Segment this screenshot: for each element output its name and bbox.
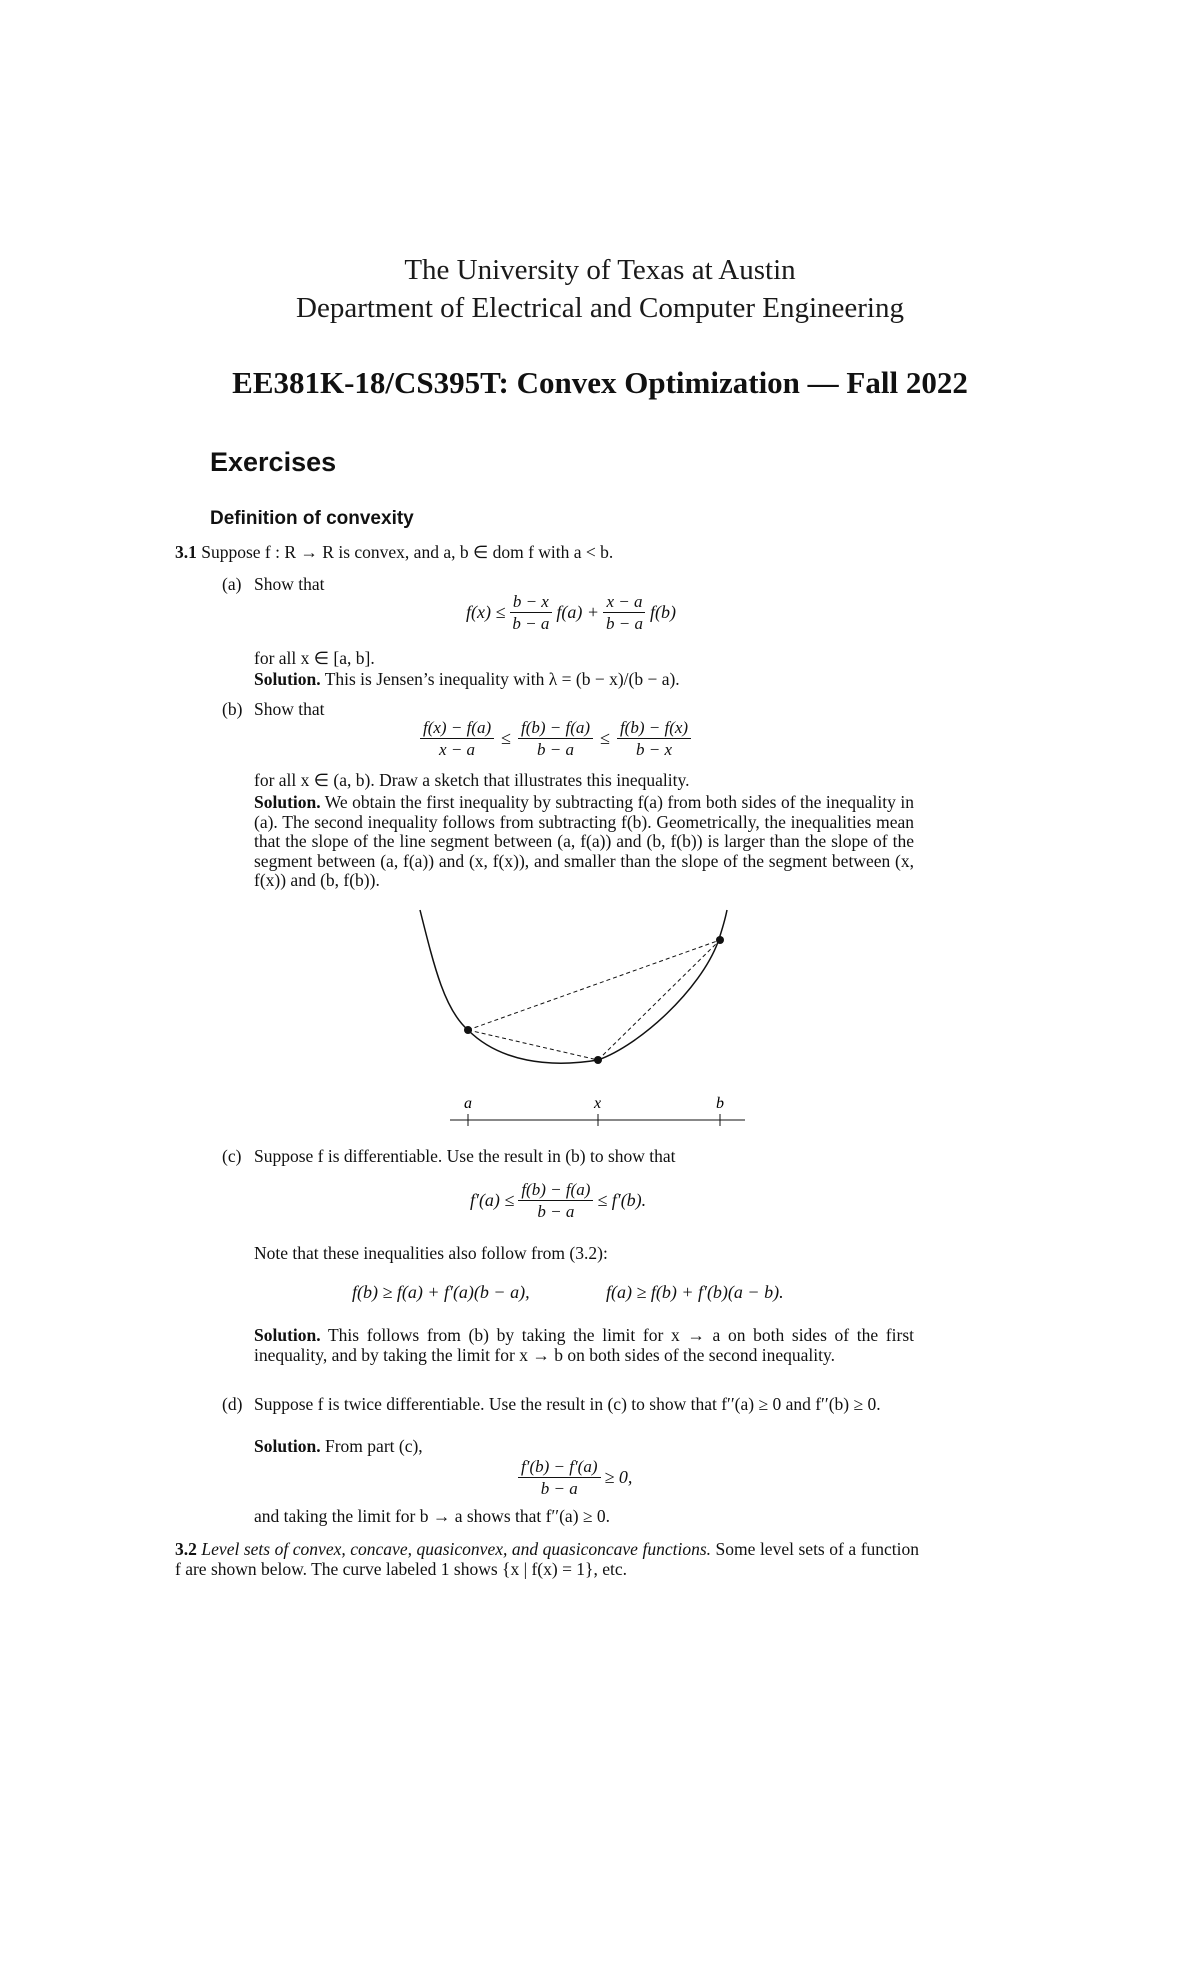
exercise-text: Some level sets of a function f are shown below. The curve labeled 1 shows {x | f(x) = 1}, etc.: [175, 1539, 920, 1579]
part-b-show: Show that: [254, 699, 325, 719]
part-b-solution: [254, 793, 914, 891]
eq-a-frac1: [509, 592, 552, 633]
eq-d-frac-den: b − a: [540, 1479, 578, 1498]
exercise-number: 3.2: [175, 1539, 197, 1559]
solution-label: Solution.: [254, 669, 321, 689]
eq-c-frac-den: b − a: [537, 1202, 575, 1221]
eq-c-frac: [518, 1180, 593, 1221]
part-d-text: Suppose f is twice differentiable. Use the result in (c) to show that f′′(a) ≥ 0 and f′′(b) ≥ 0.: [254, 1394, 881, 1414]
eq-a-rhs: f(b): [649, 602, 676, 622]
part-a-for-all: for all x ∈ [a, b].: [254, 648, 375, 668]
eq-b-le-1: ≤: [501, 728, 511, 748]
eq-b-frac2-den: b − a: [537, 740, 575, 759]
equation-a: [466, 592, 676, 633]
equation-c: [470, 1180, 646, 1221]
eq-a-frac1-den: b − a: [512, 614, 550, 633]
eq-c-frac-num: f(b) − f(a): [518, 1180, 593, 1201]
chord-a-b: [468, 940, 720, 1030]
equation-b: [416, 718, 695, 759]
solution-text: This follows from (b) by taking the limit for x → a on both sides of the first inequality, and by taking the limit for x → b on both sides of the second inequality.: [254, 1325, 914, 1365]
eq-b-le-2: ≤: [600, 728, 610, 748]
part-c-note: Note that these inequalities also follow from (3.2):: [254, 1243, 608, 1263]
part-b-for-all: for all x ∈ (a, b). Draw a sketch that illustrates this inequality.: [254, 770, 690, 790]
subsection-title: Definition of convexity: [210, 508, 414, 529]
exercise-title: Level sets of convex, concave, quasiconvex, and quasiconcave functions.: [201, 1539, 711, 1559]
part-c-solution: [254, 1326, 914, 1365]
eq-a-frac2-num: x − a: [603, 592, 645, 613]
eq-c-lhs: f′(a) ≤: [470, 1190, 515, 1210]
department-name: Department of Electrical and Computer Engineering: [296, 292, 904, 324]
exercise-intro: Suppose f : R → R is convex, and a, b ∈ dom f with a < b.: [201, 542, 614, 562]
course-title: EE381K-18/CS395T: Convex Optimization — Fall 2022: [232, 365, 968, 400]
exercise-number: 3.1: [175, 542, 197, 562]
section-title: Exercises: [210, 447, 337, 477]
eq-b-frac3-num: f(b) − f(x): [617, 718, 691, 739]
part-c-ineq-1: f(b) ≥ f(a) + f′(a)(b − a),: [352, 1282, 530, 1302]
solution-label: Solution.: [254, 1325, 321, 1345]
chord-x-b: [598, 940, 720, 1060]
eq-a-mid: f(a) +: [556, 602, 599, 622]
eq-d-frac: [518, 1457, 601, 1498]
equation-d: [514, 1457, 632, 1498]
part-d-label: (d): [222, 1394, 243, 1414]
axis-label-b: b: [716, 1095, 724, 1112]
solution-text: From part (c),: [325, 1436, 423, 1456]
convex-curve: [420, 910, 727, 1063]
eq-b-frac3-den: b − x: [635, 740, 673, 759]
exercise-3-1-heading: [175, 543, 613, 563]
part-b-label: (b): [222, 699, 243, 719]
part-a-show: Show that: [254, 574, 325, 594]
eq-d-rhs: ≥ 0,: [604, 1467, 633, 1487]
solution-text: This is Jensen’s inequality with λ = (b − x)/(b − a).: [324, 669, 680, 689]
eq-a-lhs: f(x) ≤: [466, 602, 506, 622]
eq-b-frac2: [518, 718, 593, 759]
part-a-solution: [254, 670, 680, 690]
eq-b-frac1: [420, 718, 494, 759]
axis-label-a: a: [464, 1095, 472, 1112]
point-a: [464, 1026, 472, 1034]
part-a-label: (a): [222, 574, 242, 594]
part-c-text: Suppose f is differentiable. Use the result in (b) to show that: [254, 1146, 676, 1166]
solution-label: Solution.: [254, 1436, 321, 1456]
eq-a-frac2: [603, 592, 646, 633]
axis-label-x: x: [594, 1095, 602, 1112]
eq-b-frac3: [617, 718, 691, 759]
solution-text: We obtain the first inequality by subtracting f(a) from both sides of the inequality in (a). The second inequality follows from subtracting f(b). Geometrically, the inequalities mean that the slope of the line segment between (a, f(a)) and (b, f(b)) is larger than the slope of the segment between (a, f(a)) and (x, f(x)), and smaller than the slope of the segment between (x, f(x)) and (b, f(b)).: [254, 792, 914, 890]
part-d-conclusion: and taking the limit for b → a shows that f′′(a) ≥ 0.: [254, 1506, 611, 1526]
eq-b-frac1-den: x − a: [439, 740, 476, 759]
eq-c-rhs: ≤ f′(b).: [597, 1190, 647, 1210]
eq-a-frac1-num: b − x: [510, 592, 552, 613]
solution-label: Solution.: [254, 792, 321, 812]
part-d-solution: [254, 1437, 423, 1457]
exercise-3-2: [175, 1540, 919, 1579]
part-c-label: (c): [222, 1146, 242, 1166]
eq-d-frac-num: f′(b) − f′(a): [518, 1457, 601, 1478]
point-b: [716, 936, 724, 944]
point-x: [594, 1056, 602, 1064]
university-name: The University of Texas at Austin: [404, 254, 796, 286]
eq-b-frac1-num: f(x) − f(a): [420, 718, 494, 739]
eq-a-frac2-den: b − a: [605, 614, 643, 633]
convexity-sketch: [400, 900, 780, 1140]
eq-b-frac2-num: f(b) − f(a): [518, 718, 593, 739]
part-c-ineq-2: f(a) ≥ f(b) + f′(b)(a − b).: [606, 1282, 784, 1302]
